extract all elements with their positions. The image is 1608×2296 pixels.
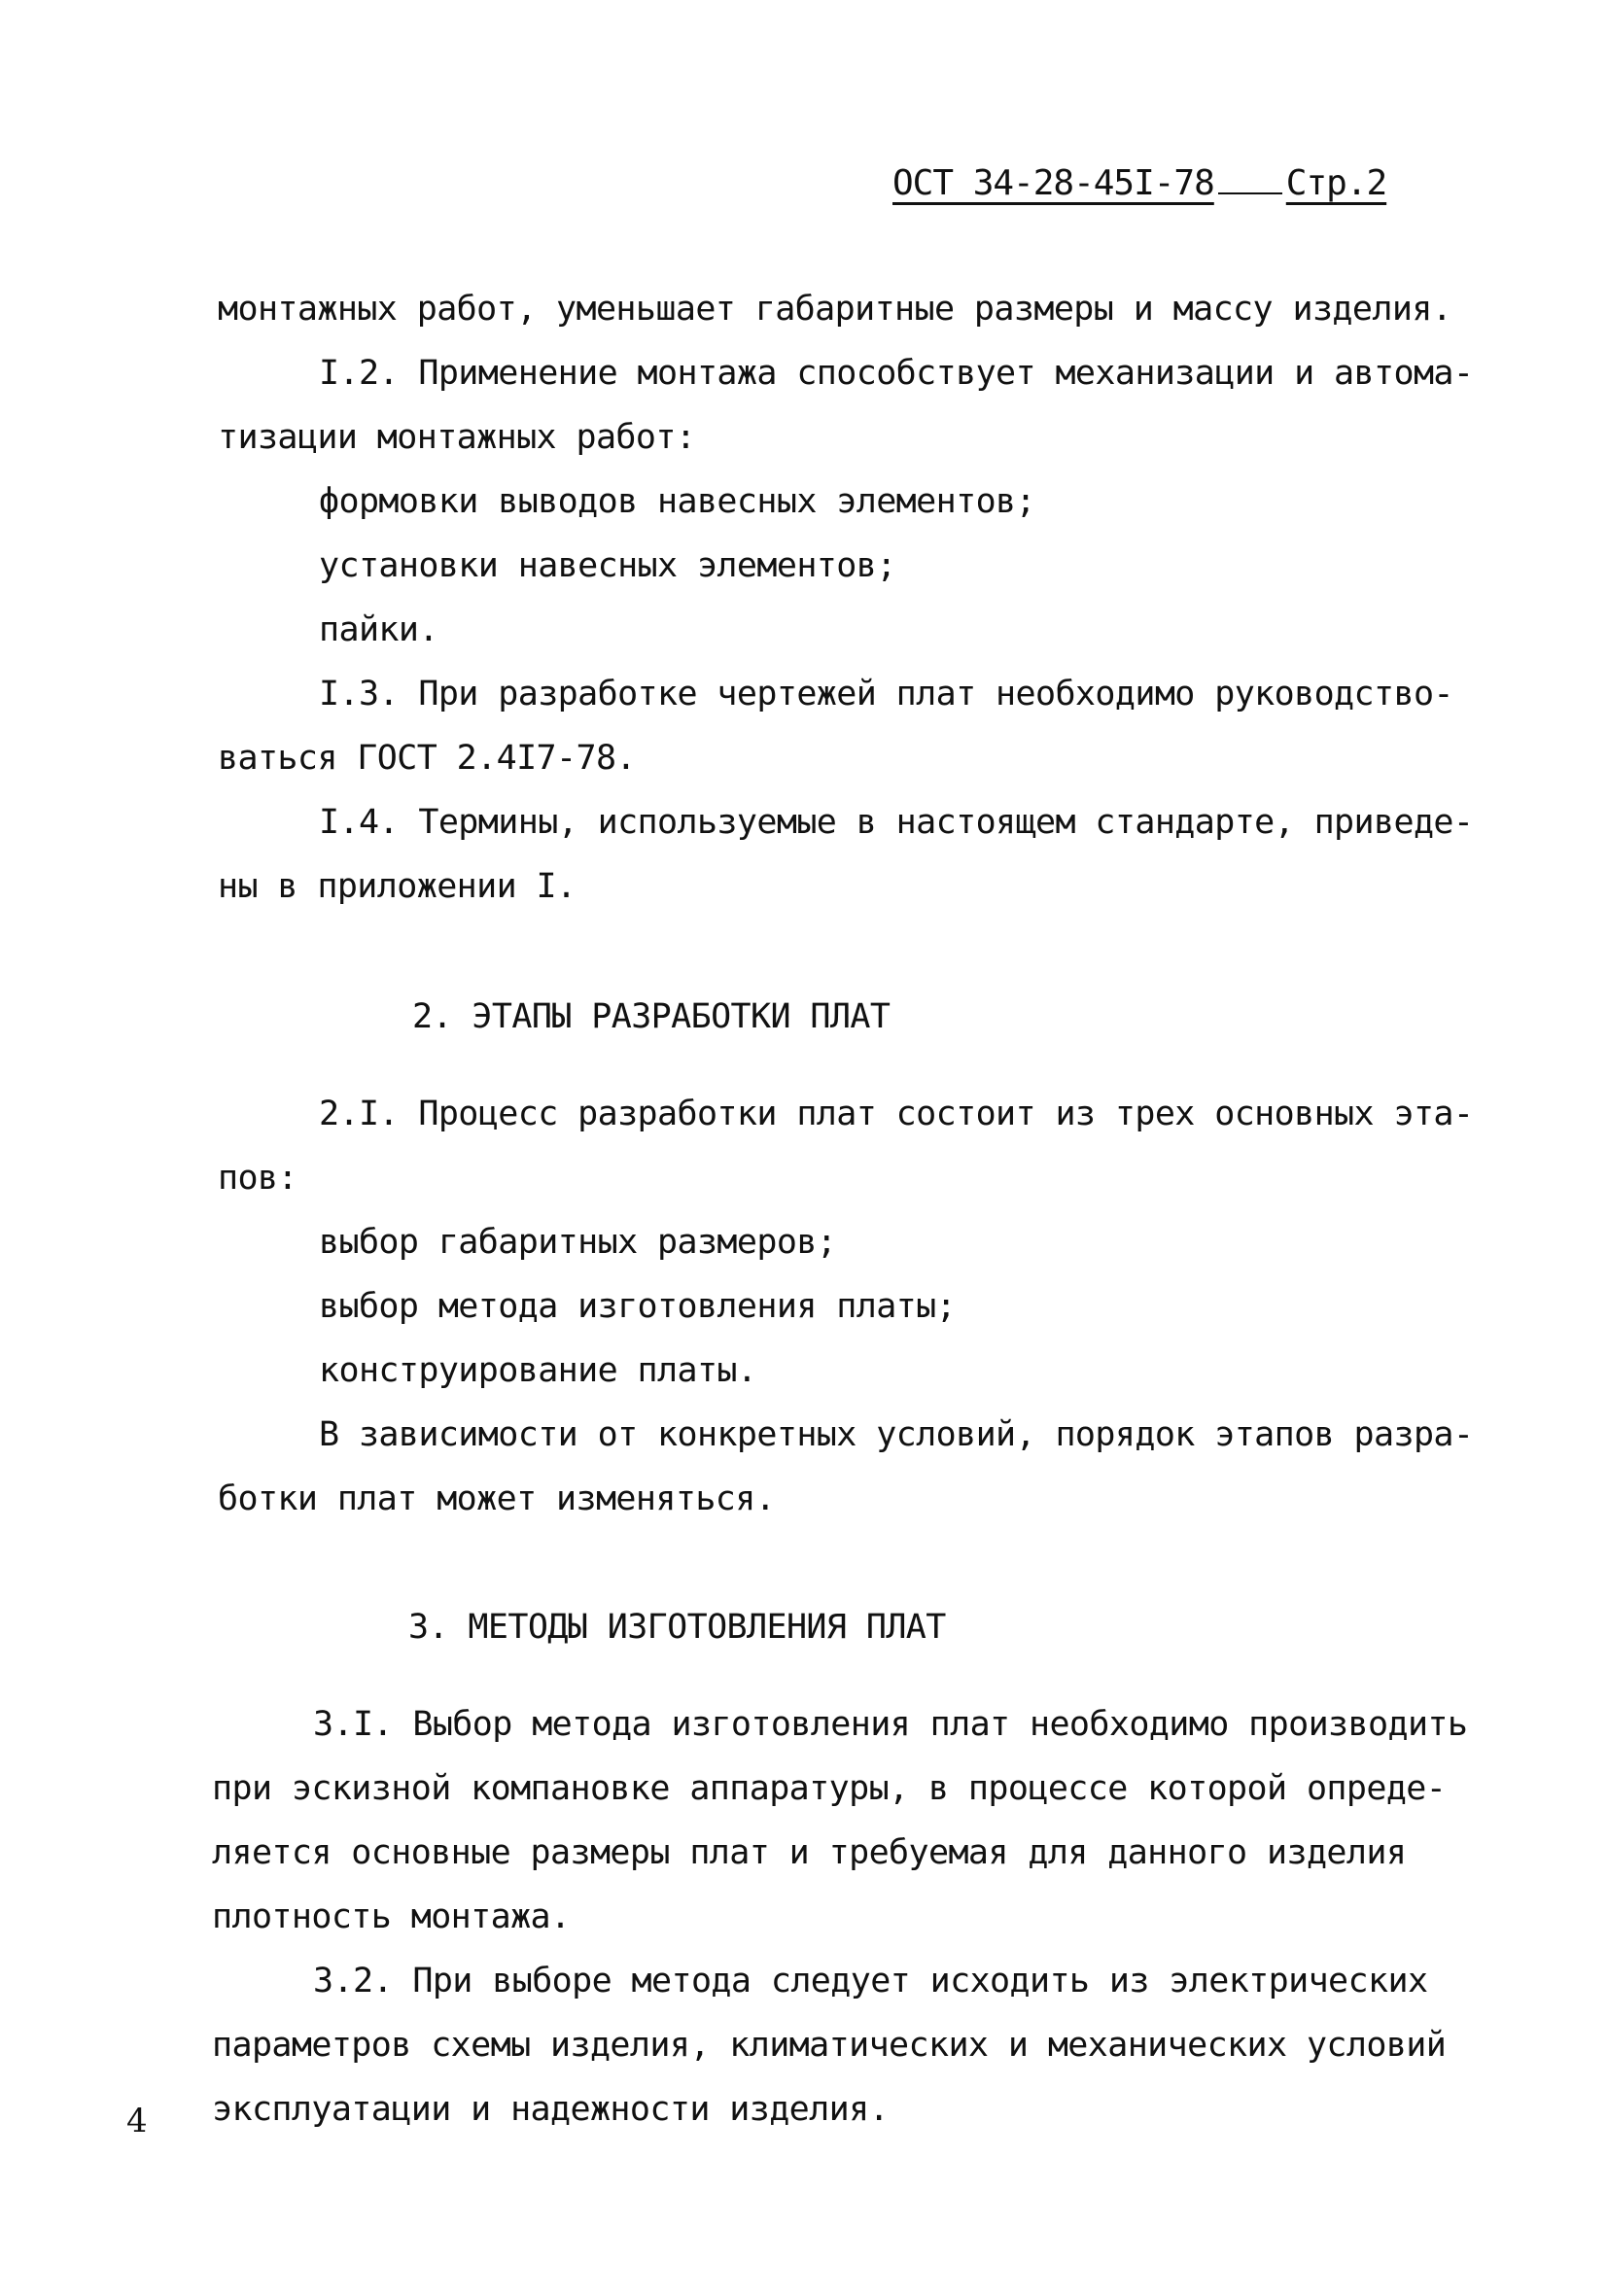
text-line: ваться ГОСТ 2.4I7-78. [218, 739, 636, 778]
standard-code: ОСТ 34-28-45I-78 [892, 163, 1214, 203]
page-header [892, 163, 1386, 203]
text-line: пов: [218, 1159, 297, 1198]
text-line: I.3. При разработке чертежей плат необходимо руководство- [319, 675, 1453, 713]
page-label: Стр.2 [1285, 163, 1387, 203]
section-heading: 2. ЭТАПЫ РАЗРАБОТКИ ПЛАТ [412, 997, 891, 1036]
text-line: выбор габаритных размеров; [319, 1223, 837, 1262]
text-line: ляется основные размеры плат и требуемая для данного изделия [212, 1833, 1407, 1872]
text-line: установки навесных элементов; [319, 546, 896, 585]
text-line: плотность монтажа. [212, 1897, 571, 1936]
text-line: монтажных работ, уменьшает габаритные размеры и массу изделия. [218, 290, 1452, 329]
header-rule [1218, 187, 1282, 194]
text-line: ботки плат может изменяться. [218, 1479, 776, 1518]
text-line: 2.I. Процесс разработки плат состоит из трех основных эта- [319, 1095, 1474, 1133]
text-line: В зависимости от конкретных условий, порядок этапов разра- [319, 1415, 1474, 1454]
text-line: I.2. Применение монтажа способствует механизации и автома- [319, 354, 1474, 393]
text-line: пайки. [319, 610, 438, 649]
text-line: 3.2. При выборе метода следует исходить из электрических [313, 1962, 1428, 2000]
text-line: выбор метода изготовления платы; [319, 1287, 957, 1326]
text-line: конструирование платы. [319, 1351, 757, 1390]
text-line: тизации монтажных работ: [218, 418, 696, 457]
text-line: ны в приложении I. [218, 867, 577, 906]
text-line: эксплуатации и надежности изделия. [212, 2090, 890, 2129]
text-line: параметров схемы изделия, климатических и механических условий [212, 2026, 1447, 2065]
text-line: I.4. Термины, используемые в настоящем стандарте, приведе- [319, 803, 1474, 842]
page-number: 4 [126, 2102, 148, 2140]
section-heading: 3. МЕТОДЫ ИЗГОТОВЛЕНИЯ ПЛАТ [408, 1608, 946, 1647]
text-line: 3.I. Выбор метода изготовления плат необходимо производить [313, 1705, 1468, 1744]
text-line: формовки выводов навесных элементов; [319, 482, 1035, 521]
text-line: при эскизной компановке аппаратуры, в процессе которой опреде- [212, 1769, 1447, 1808]
